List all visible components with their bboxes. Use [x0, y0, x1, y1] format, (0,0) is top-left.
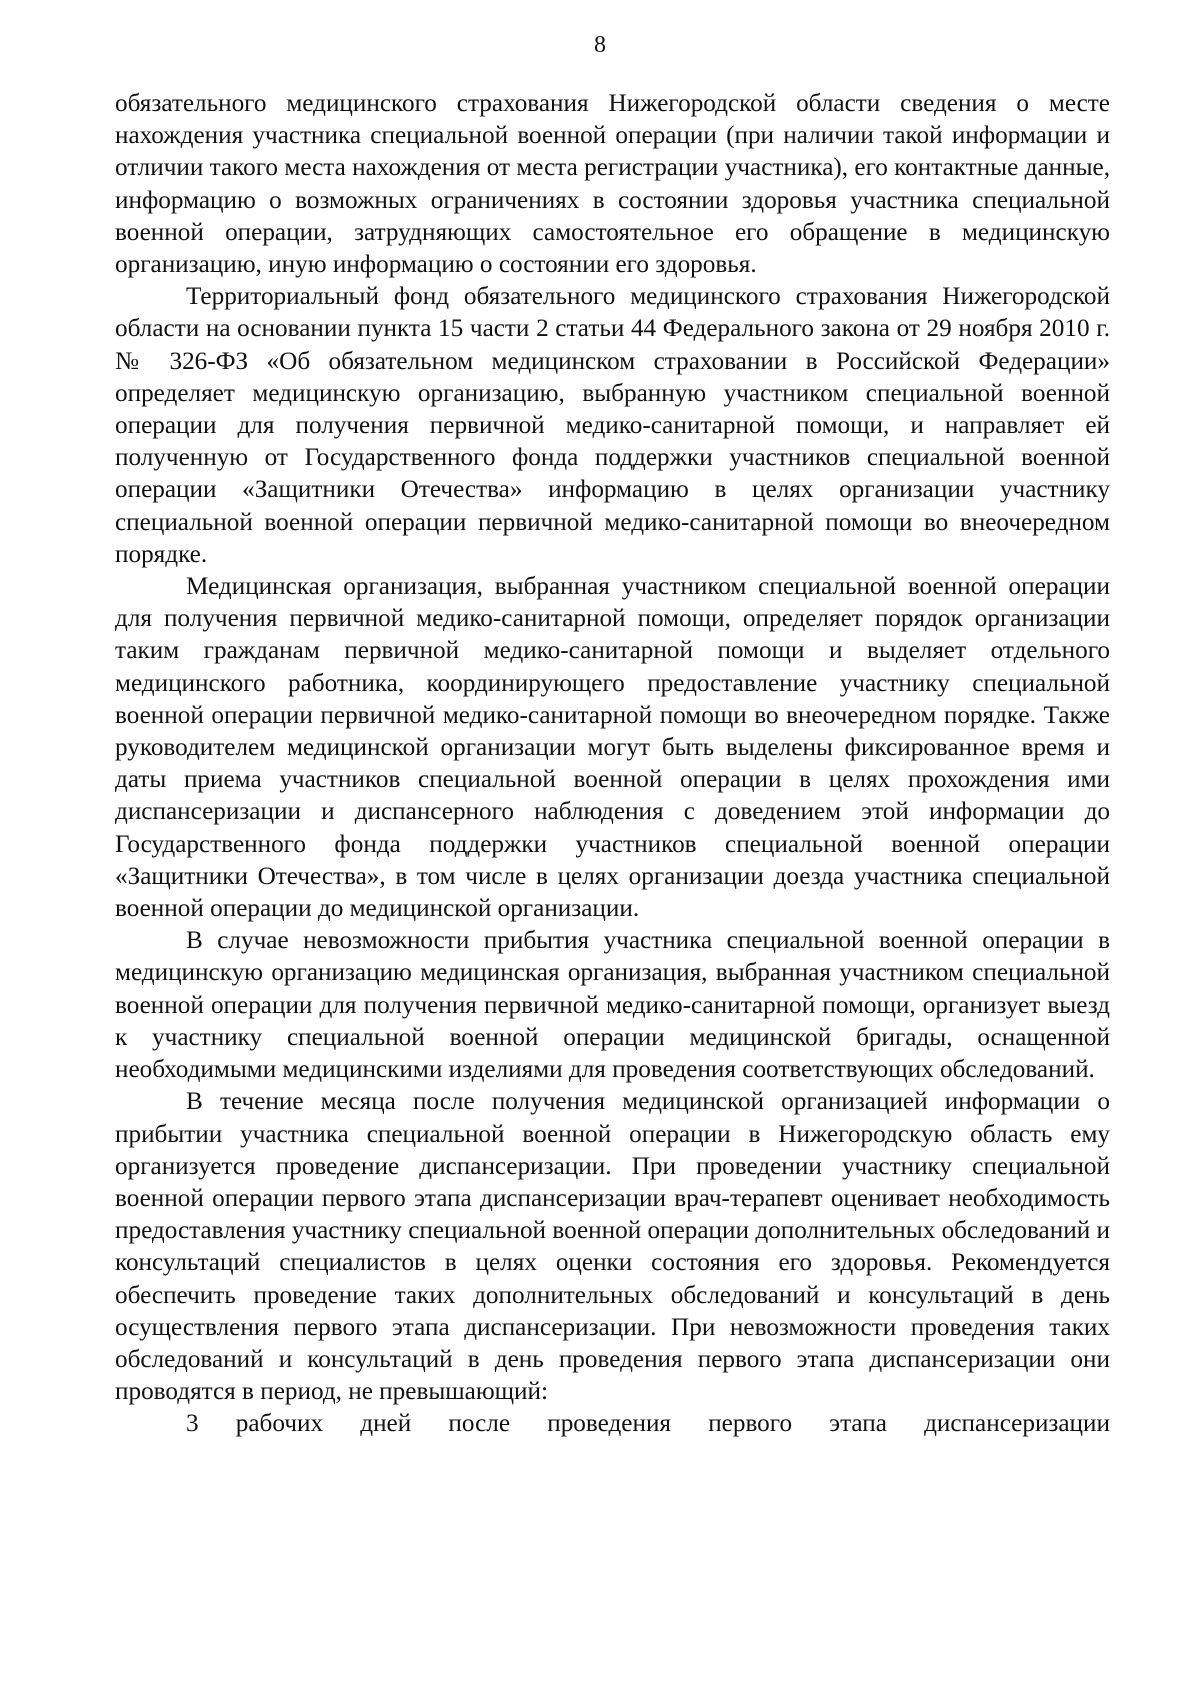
document-body [115, 88, 1110, 1441]
paragraph-territorial-fund: Территориальный фонд обязательного медицинского страхования Нижегородской области на основании пункта 15 части 2 статьи 44 Федерального закона от 29 ноября 2010 г. № 326-ФЗ «Об обязательном медицинском страховании в Российской Федерации» определяет медицинскую организацию, выбранную участником специальной военной операции для получения первичной медико-санитарной помощи, и направляет ей полученную от Государственного фонда поддержки участников специальной военной операции «Защитники Отечества» информацию в целях организации участнику специальной военной операции первичной медико-санитарной помощи во внеочередном порядке. [115, 283, 1110, 568]
paragraph-three-working-days: 3 рабочих дней после проведения первого этапа диспансеризации [186, 1410, 1110, 1438]
page-number: 8 [594, 32, 606, 58]
paragraph-medical-organization: Медицинская организация, выбранная участником специальной военной операции для получения первичной медико-санитарной помощи, определяет порядок организации таким гражданам первичной медико-санитарной помощи и выделяет отдельного медицинского работника, координирующего предоставление участнику специальной военной операции первичной медико-санитарной помощи во внеочередном порядке. Также руководителем медицинской организации могут быть выделены фиксированное время и даты приема участников специальной военной операции в целях прохождения ими диспансеризации и диспансерного наблюдения с доведением этой информации до Государственного фонда поддержки участников специальной военной операции «Защитники Отечества», в том числе в целях организации доезда участника специальной военной операции до медицинской организации. [115, 573, 1110, 923]
paragraph-impossibility-of-arrival: В случае невозможности прибытия участника специальной военной операции в медицинскую организацию медицинская организация, выбранная участником специальной военной операции для получения первичной медико-санитарной помощи, организует выезд к участнику специальной военной операции медицинской бригады, оснащенной необходимыми медицинскими изделиями для проведения соответствующих обследований. [115, 927, 1110, 1084]
paragraph-within-month: В течение месяца после получения медицинской организацией информации о прибытии участника специальной военной операции в Нижегородскую область ему организуется проведение диспансеризации. При проведении участнику специальной военной операции первого этапа диспансеризации врач-терапевт оценивает необходимость предоставления участнику специальной военной операции дополнительных обследований и консультаций специалистов в целях оценки состояния его здоровья. Рекомендуется обеспечить проведение таких дополнительных обследований и консультаций в день осуществления первого этапа диспансеризации. При невозможности проведения таких обследований и консультаций в день проведения первого этапа диспансеризации они проводятся в период, не превышающий: [115, 1088, 1110, 1406]
paragraph-continuation: обязательного медицинского страхования Нижегородской области сведения о месте нахождения участника специальной военной операции (при наличии такой информации и отличии такого места нахождения от места регистрации участника), его контактные данные, информацию о возможных ограничениях в состоянии здоровья участника специальной военной операции, затрудняющих самостоятельное его обращение в медицинскую организацию, иную информацию о состоянии его здоровья. [115, 90, 1110, 279]
